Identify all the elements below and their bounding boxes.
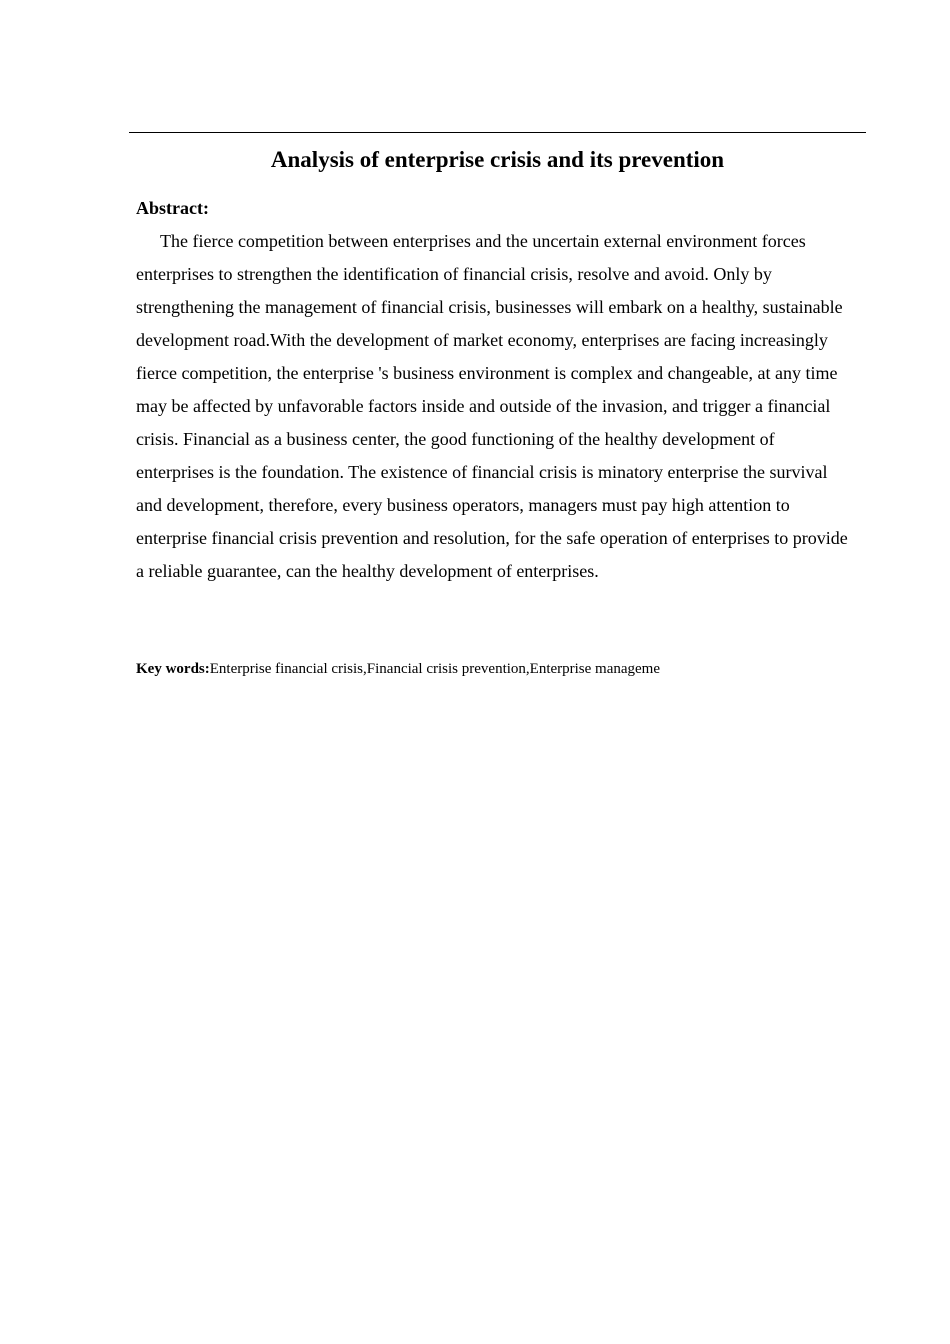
keywords-value: Enterprise financial crisis,Financial crisis prevention,Enterprise manageme: [209, 661, 661, 677]
abstract-heading: Abstract:: [136, 198, 209, 218]
abstract-body: The fierce competition between enterprises and the uncertain external environment forces enterprises to strengthen the identification of financial crisis, resolve and avoid. Only by strengthening the management of financial crisis, businesses will embark on a healthy, sustainable development road.With the development of market economy, enterprises are facing increasingly fierce competition, the enterprise 's business environment is complex and changeable, at any time may be affected by unfavorable factors inside and outside of the invasion, and trigger a financial crisis. Financial as a business center, the good functioning of the healthy development of enterprises is the foundation. The existence of financial crisis is minatory enterprise the survival and development, therefore, every business operators, managers must pay high attention to enterprise financial crisis prevention and resolution, for the safe operation of enterprises to provide a reliable guarantee, can the healthy development of enterprises.: [136, 231, 848, 581]
header-rule: [129, 132, 866, 133]
keywords-label: Key words:: [136, 661, 210, 677]
keywords-line: [136, 658, 854, 680]
document-title: Analysis of enterprise crisis and its prevention: [270, 147, 725, 172]
